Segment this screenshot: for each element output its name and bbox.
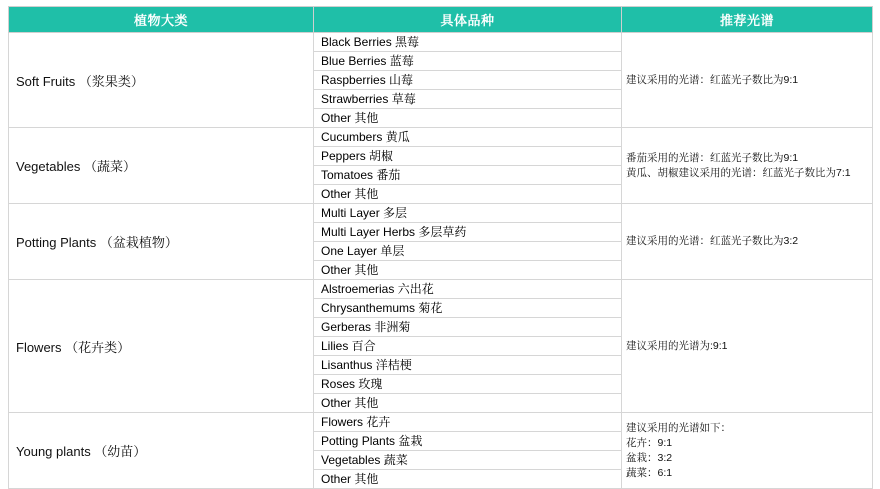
spectrum-text bbox=[622, 234, 872, 249]
spectrum-line: 建议采用的光谱：红蓝光子数比为3:2 bbox=[626, 235, 799, 247]
spectrum-cell bbox=[622, 280, 873, 413]
spectrum-text bbox=[622, 151, 872, 181]
table-row bbox=[9, 204, 873, 280]
list-item: Other 其他 bbox=[321, 472, 379, 486]
list-item: Cucumbers 黄瓜 bbox=[314, 128, 621, 147]
list-item: Other 其他 bbox=[321, 111, 379, 125]
list-item: Roses 玫瑰 bbox=[314, 375, 621, 394]
category-cell: Vegetables （蔬菜） bbox=[9, 128, 314, 204]
spectrum-line: 黄瓜、胡椒建议采用的光谱：红蓝光子数比为7:1 bbox=[626, 166, 851, 179]
list-item: Blue Berries 蓝莓 bbox=[314, 52, 621, 71]
variety-list bbox=[314, 128, 621, 203]
list-item: Chrysanthemums 菊花 bbox=[314, 299, 621, 318]
variety-cell bbox=[314, 33, 622, 128]
spectrum-text bbox=[622, 421, 872, 481]
column-header-spectrum: 推荐光谱 bbox=[622, 7, 873, 33]
plant-spectrum-table bbox=[8, 6, 873, 489]
spectrum-line: 建议采用的光谱：红蓝光子数比为9:1 bbox=[626, 73, 799, 86]
list-item: Strawberries 草莓 bbox=[314, 90, 621, 109]
spectrum-cell bbox=[622, 204, 873, 280]
spectrum-line: 蔬菜：6:1 bbox=[626, 466, 673, 479]
spectrum-cell bbox=[622, 128, 873, 204]
category-cell: Young plants （幼苗） bbox=[9, 413, 314, 489]
list-item: Lisanthus 洋桔梗 bbox=[314, 356, 621, 375]
list-item: Raspberries 山莓 bbox=[314, 71, 621, 90]
spectrum-line: 建议采用的光谱为:9:1 bbox=[626, 339, 728, 352]
table-body bbox=[9, 33, 873, 489]
column-header-variety: 具体品种 bbox=[314, 7, 622, 33]
list-item: Gerberas 非洲菊 bbox=[314, 318, 621, 337]
table-row bbox=[9, 280, 873, 413]
table-row bbox=[9, 413, 873, 489]
list-item: Multi Layer Herbs 多层草药 bbox=[314, 223, 621, 242]
table-row bbox=[9, 33, 873, 128]
variety-list bbox=[314, 33, 621, 127]
list-item: Flowers 花卉 bbox=[314, 413, 621, 432]
category-cell: Potting Plants （盆栽植物） bbox=[9, 204, 314, 280]
list-item: Vegetables 蔬菜 bbox=[314, 451, 621, 470]
list-item: Multi Layer 多层 bbox=[314, 204, 621, 223]
list-item: One Layer 单层 bbox=[314, 242, 621, 261]
category-cell: Flowers （花卉类） bbox=[9, 280, 314, 413]
list-item: Alstroemerias 六出花 bbox=[314, 280, 621, 299]
variety-cell bbox=[314, 128, 622, 204]
spectrum-line: 盆栽：3:2 bbox=[626, 451, 673, 464]
spectrum-text bbox=[622, 73, 872, 88]
list-item: Tomatoes 番茄 bbox=[314, 166, 621, 185]
spectrum-cell bbox=[622, 33, 873, 128]
variety-list bbox=[314, 280, 621, 412]
variety-cell bbox=[314, 204, 622, 280]
table-header bbox=[9, 7, 873, 33]
list-item: Other 其他 bbox=[321, 396, 379, 410]
category-cell: Soft Fruits （浆果类） bbox=[9, 33, 314, 128]
variety-list bbox=[314, 413, 621, 488]
list-item: Lilies 百合 bbox=[314, 337, 621, 356]
spectrum-cell bbox=[622, 413, 873, 489]
variety-list bbox=[314, 204, 621, 279]
table-header-row bbox=[9, 7, 873, 33]
variety-cell bbox=[314, 280, 622, 413]
list-item: Peppers 胡椒 bbox=[314, 147, 621, 166]
list-item: Black Berries 黑莓 bbox=[314, 33, 621, 52]
spectrum-line: 建议采用的光谱如下： bbox=[626, 421, 731, 434]
spectrum-text bbox=[622, 339, 872, 354]
list-item: Potting Plants 盆栽 bbox=[314, 432, 621, 451]
list-item: Other 其他 bbox=[321, 263, 379, 277]
list-item: Other 其他 bbox=[321, 187, 379, 201]
variety-cell bbox=[314, 413, 622, 489]
table-row bbox=[9, 128, 873, 204]
spectrum-line: 番茄采用的光谱：红蓝光子数比为9:1 bbox=[626, 151, 799, 164]
spectrum-line: 花卉：9:1 bbox=[626, 436, 673, 449]
column-header-category: 植物大类 bbox=[9, 7, 314, 33]
